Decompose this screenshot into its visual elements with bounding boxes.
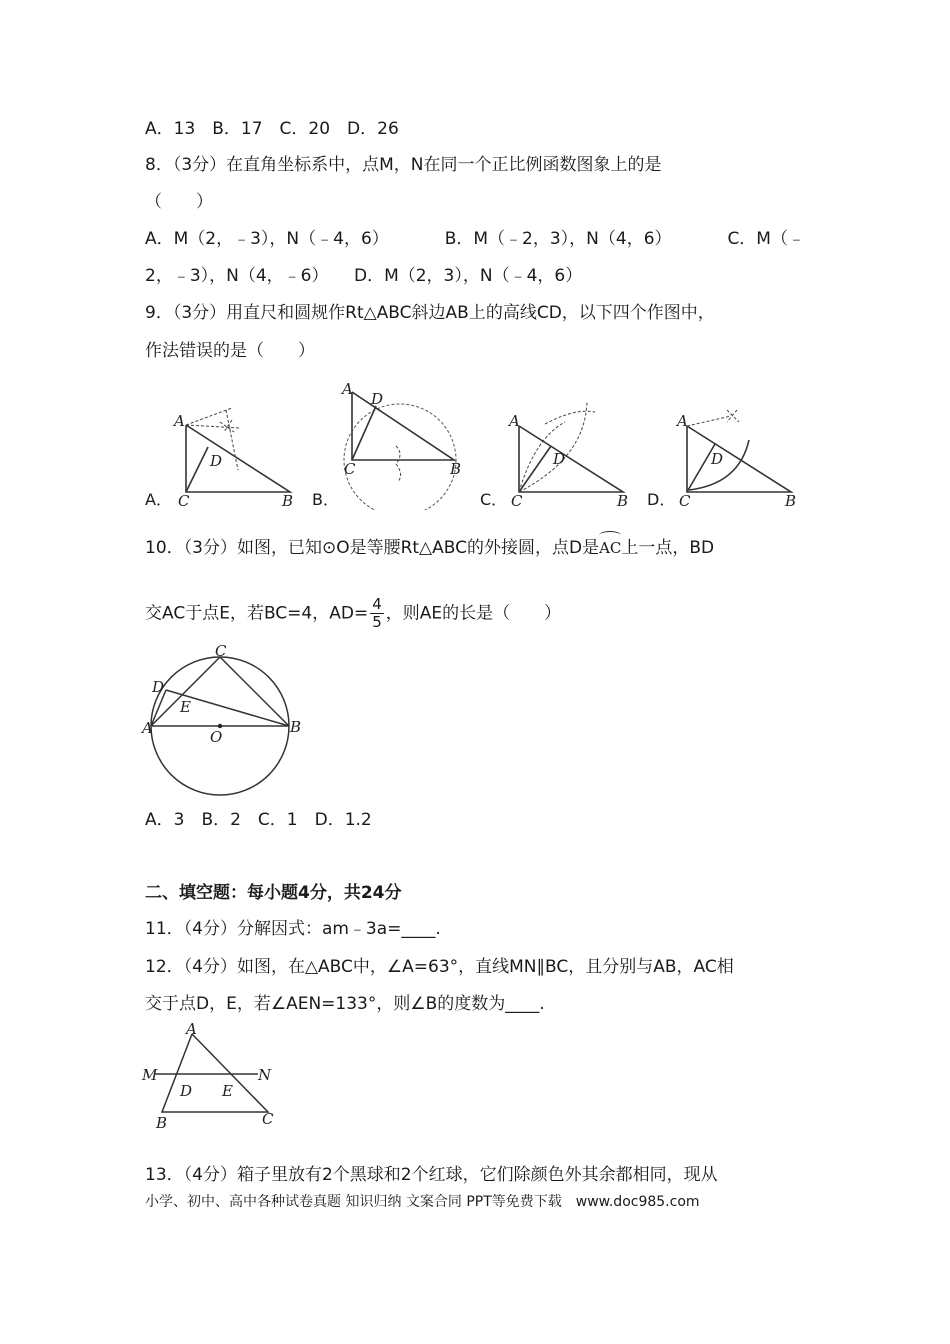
q10-line2-post: ，则AE的长是（ ） [385,603,562,624]
q10-label-o: O [210,728,223,746]
q10-line1-pre: 10．（3分）如图，已知⊙O是等腰Rt△ABC的外接圆，点D是 [145,538,600,558]
q9c-label-d: D [553,450,566,468]
q9d-label-b: B [785,492,797,510]
q12-label-b: B [156,1114,168,1132]
q8-option-c-part: C．M（﹣ [727,229,805,249]
q10-line2-pre: 交AC于点E，若BC=4，AD= [145,603,369,624]
q9b-label-c: C [344,460,356,478]
q8-option-a: A．M（2，﹣3），N（﹣4，6） [145,229,389,249]
q13-line1: 13．（4分）箱子里放有2个黑球和2个红球，它们除颜色外其余都相同，现从 [145,1165,718,1185]
q9b-label-a: A [342,380,353,398]
q10-label-b: B [290,718,302,736]
q12-label-d: D [180,1082,193,1100]
q10-fraction [370,596,384,631]
q9a-label-b: B [282,492,294,510]
q10-label-c: C [215,642,227,660]
q10-label-a: A [142,719,153,737]
q9c-label-b: B [617,492,629,510]
q8-blank: （ ） [145,192,213,212]
q9-option-c-label: C． [480,490,508,509]
q9d-label-a: A [677,412,688,430]
q8-options-row2: 2，﹣3），N（4，﹣6） D．M（2，3），N（﹣4，6） [145,266,583,286]
q9a-label-d: D [210,452,223,470]
q10-frac-num: 4 [372,595,382,613]
q9-figure-c [505,398,640,510]
section2-title: 二、填空题：每小题4分，共24分 [145,883,402,903]
q10-options: A．3 B．2 C．1 D．1.2 [145,810,372,830]
q9-option-b-label: B． [312,490,339,509]
q8-line1: 8．（3分）在直角坐标系中，点M，N在同一个正比例函数图象上的是 [145,155,662,175]
q10-label-d: D [152,678,165,696]
q12-line2: 交于点D，E，若∠AEN=133°，则∠B的度数为____. [145,994,545,1014]
q10-line2 [145,596,561,631]
q7-options: A．13 B．17 C．20 D．26 [145,119,399,139]
footer-text: 小学、初中、高中各种试卷真题 知识归纳 文案合同 PPT等免费下载 www.doc985.com [145,1194,700,1210]
q8-stem [145,153,805,177]
q9d-label-d: D [711,450,724,468]
q9-figure-d [673,400,808,510]
q9c-label-c: C [511,492,523,510]
q9b-label-b: B [450,460,462,478]
q12-label-n: N [258,1066,272,1084]
q9d-label-c: C [679,492,691,510]
q10-line1-post: 上一点，BD [621,538,715,558]
q9-line2: 作法错误的是（ ） [145,341,315,361]
q8-option-b: B．M（﹣2，3），N（4，6） [444,229,672,249]
q9a-label-a: A [174,412,185,430]
q9-figure-a [170,400,305,510]
q9b-label-d: D [371,390,384,408]
q10-arc-ac: AC [599,536,621,560]
q12-label-m: M [142,1066,158,1084]
q10-frac-den: 5 [372,613,382,631]
q12-label-c: C [262,1110,274,1128]
q9-line1: 9．（3分）用直尺和圆规作Rt△ABC斜边AB上的高线CD，以下四个作图中， [145,303,715,323]
q11-line1: 11．（4分）分解因式：am﹣3a=____. [145,919,441,939]
q9-option-d-label: D． [647,490,676,509]
q12-label-a: A [186,1022,197,1038]
q12-label-e: E [222,1082,233,1100]
q8-options-row1 [145,227,805,251]
q10-label-e: E [180,698,191,716]
q12-line1: 12．（4分）如图，在△ABC中，∠A=63°，直线MN∥BC，且分别与AB，AC相 [145,957,734,977]
q10-figure [140,640,310,800]
q9-figure-b [338,378,473,510]
q12-figure [140,1022,290,1134]
q10-line1 [145,536,714,560]
q9-option-a-label: A． [145,490,172,509]
q9a-label-c: C [178,492,190,510]
q9c-label-a: A [509,412,520,430]
